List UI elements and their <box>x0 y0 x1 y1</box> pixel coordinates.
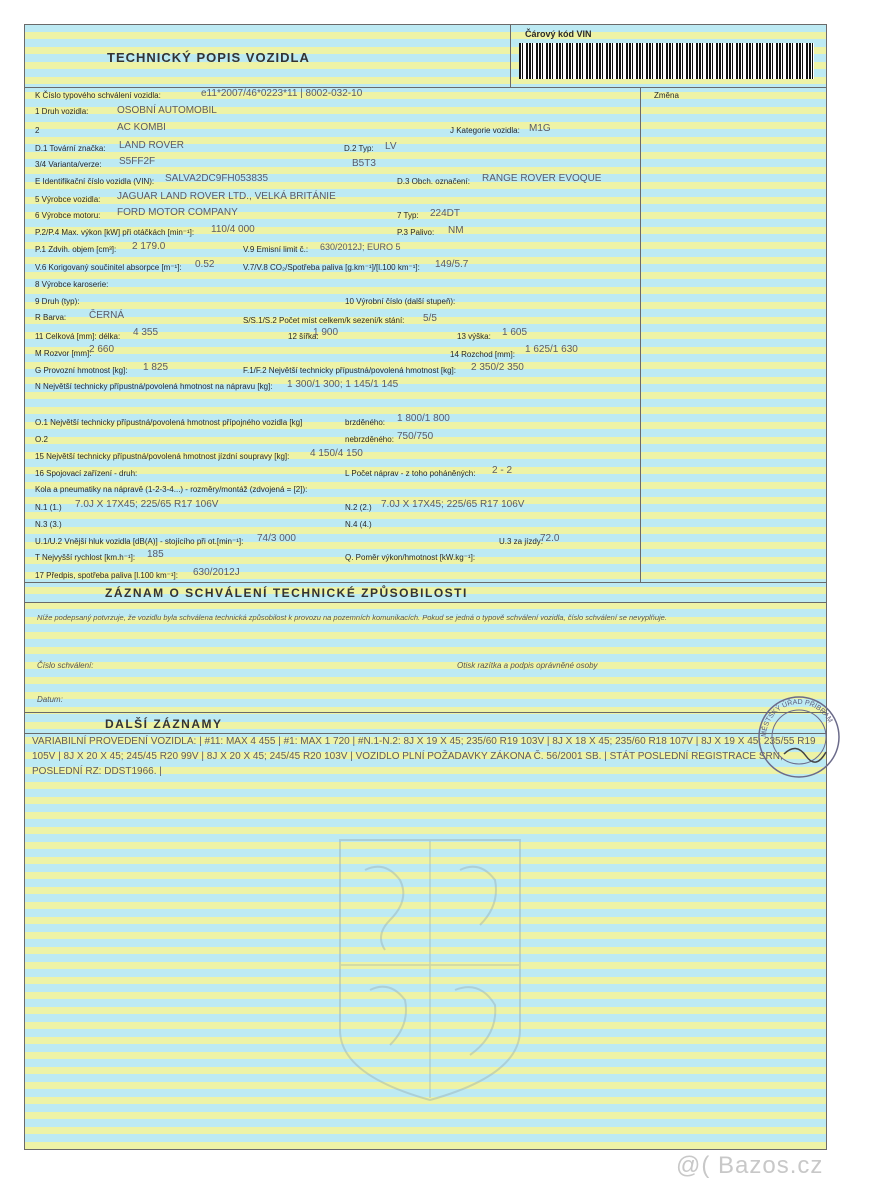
nebrzdeneho-value: 750/750 <box>397 431 434 442</box>
vyska-value: 1 605 <box>502 327 528 338</box>
n4-label: N.4 (4.) <box>345 520 372 529</box>
brzdeneho-label: brzděného: <box>345 418 386 427</box>
approval-divider <box>25 582 826 583</box>
o2-label: O.2 <box>35 435 48 444</box>
u3-label: U.3 za jízdy: <box>499 537 544 546</box>
sirka-label: 12 šířka: <box>288 332 319 341</box>
official-stamp <box>756 694 842 780</box>
mist-label: S/S.1/S.2 Počet míst celkem/k sezení/k stání: <box>243 316 405 325</box>
records-text: VARIABILNÍ PROVEDENÍ VOZIDLA: | #11: MAX 4 455 | #1: MAX 1 720 | #N.1-N.2: 8J X 19 X 45; 235/60 R19 103V | 8J X 18 X 45; 235/60 R18 107V | 8J X 19 X 45; 235/55 R19 105V | 8J X 20 X 45; 245/45 R20 99V | 8J X 20 X 45; 245/45 R20 103V | VOZIDLO PLNÍ POŽADAVKY ZÁKONA Č. 56/2001 SB. | STÁT POSLEDNÍ REGISTRACE SRN, POSLEDNÍ RZ: DDST1966. | <box>32 736 816 777</box>
delka-value: 4 355 <box>133 327 159 338</box>
motor-label: 6 Výrobce motoru: <box>35 211 101 220</box>
r17-value: 630/2012J <box>193 567 240 578</box>
d2-value: LV <box>385 141 397 152</box>
stamp-text: MĚSTSKÝ ÚŘAD PŘÍBRAM <box>760 698 834 738</box>
change-column-label: Změna <box>654 91 679 100</box>
r15-value: 4 150/4 150 <box>310 448 363 459</box>
f12-value: 2 350/2 350 <box>471 362 524 373</box>
vin-label: E Identifikační číslo vozidla (VIN): <box>35 177 155 186</box>
druh-value: OSOBNÍ AUTOMOBIL <box>117 105 217 116</box>
barva-label: R Barva: <box>35 313 67 322</box>
row2-value: AC KOMBI <box>117 122 166 133</box>
nebrzdeneho-label: nebrzděného: <box>345 435 394 444</box>
j-value: M1G <box>529 123 551 134</box>
records-title: DALŠÍ ZÁZNAMY <box>105 717 223 731</box>
bazos-watermark: @( Bazos.cz <box>676 1152 824 1179</box>
n1-value: 7.0J X 17X45; 225/65 R17 106V <box>75 499 219 510</box>
u12-value: 74/3 000 <box>257 533 296 544</box>
d34-label: 3/4 Varianta/verze: <box>35 160 102 169</box>
p3-value: NM <box>448 225 464 236</box>
n1-label: N.1 (1.) <box>35 503 62 512</box>
vyrobce-label: 5 Výrobce vozidla: <box>35 195 101 204</box>
change-column-divider <box>640 87 641 582</box>
delka-label: 11 Celková [mm]: délka: <box>35 332 121 341</box>
approval-date-label: Datum: <box>37 695 63 704</box>
druh-label: 1 Druh vozidla: <box>35 107 89 116</box>
q-label: Q. Poměr výkon/hmotnost [kW.kg⁻¹]: <box>345 553 476 562</box>
karoserie-label: 8 Výrobce karoserie: <box>35 280 109 289</box>
n2-label: N.2 (2.) <box>345 503 372 512</box>
typ7-label: 7 Typ: <box>397 211 419 220</box>
u3-value: 72.0 <box>540 533 560 544</box>
k-value: e11*2007/46*0223*11 | 8002-032-10 <box>201 88 363 99</box>
v78-label: V.7/V.8 CO₂/Spotřeba paliva [g.km⁻¹]/[l.100 km⁻¹]: <box>243 263 420 272</box>
rozchod-label: 14 Rozchod [mm]: <box>450 350 515 359</box>
approval-title-divider <box>25 602 826 603</box>
n-value: 1 300/1 300; 1 145/1 145 <box>287 379 399 390</box>
rozvor-value: 2 660 <box>89 344 115 355</box>
vin-barcode-label: Čárový kód VIN <box>525 29 592 39</box>
vin-barcode-box <box>510 25 827 87</box>
v9-label: V.9 Emisní limit č.: <box>243 245 309 254</box>
t-label: T Nejvyšší rychlost [km.h⁻¹]: <box>35 553 136 562</box>
k-label: K Číslo typového schválení vozidla: <box>35 91 161 100</box>
vyska-label: 13 výška: <box>457 332 491 341</box>
n2-value: 7.0J X 17X45; 225/65 R17 106V <box>381 499 525 510</box>
d1-value: LAND ROVER <box>119 140 185 151</box>
d2-label: D.2 Typ: <box>344 144 374 153</box>
d4-value: B5T3 <box>352 158 376 169</box>
p1-label: P.1 Zdvih. objem [cm³]: <box>35 245 117 254</box>
vehicle-technical-form <box>24 24 827 1150</box>
u12-label: U.1/U.2 Vnější hluk vozidla [dB(A)] - stojícího při ot.[min⁻¹]: <box>35 537 244 546</box>
rozchod-value: 1 625/1 630 <box>525 344 578 355</box>
vin-barcode <box>519 43 814 79</box>
v6-value: 0.52 <box>195 259 215 270</box>
vyrobce-value: JAGUAR LAND ROVER LTD., VELKÁ BRITÁNIE <box>117 191 336 202</box>
state-emblem-watermark <box>330 830 530 1105</box>
kola-label: Kola a pneumatiky na nápravě (1-2-3-4...) - rozměry/montáž (zdvojená = [2]): <box>35 485 308 494</box>
brzdeneho-value: 1 800/1 800 <box>397 413 450 424</box>
o1-label: O.1 Největší technicky přípustná/povolená hmotnost přípojného vozidla [kg] <box>35 418 303 427</box>
r17-label: 17 Předpis, spotřeba paliva [l.100 km⁻¹]: <box>35 571 178 580</box>
typ7-value: 224DT <box>430 208 461 219</box>
v78-value: 149/5.7 <box>435 259 469 270</box>
sirka-value: 1 900 <box>313 327 339 338</box>
vc10-label: 10 Výrobní číslo (další stupeň): <box>345 297 456 306</box>
p24-label: P.2/P.4 Max. výkon [kW] při otáčkách [min⁻¹]: <box>35 228 195 237</box>
approval-title: ZÁZNAM O SCHVÁLENÍ TECHNICKÉ ZPŮSOBILOSTI <box>105 586 468 600</box>
n3-label: N.3 (3.) <box>35 520 62 529</box>
j-label: J Kategorie vozidla: <box>450 126 520 135</box>
v9-value: 630/2012J; EURO 5 <box>320 242 401 252</box>
barva-value: ČERNÁ <box>89 310 125 321</box>
druh9-label: 9 Druh (typ): <box>35 297 80 306</box>
d1-label: D.1 Tovární značka: <box>35 144 106 153</box>
approval-text: Níže podepsaný potvrzuje, že vozidlu byla schválena technická způsobilost k provozu na pozemních komunikacích. Pokud se jedná o typově schválení vozidla, číslo schválení se nevyplňuje. <box>37 613 667 622</box>
l-label: L Počet náprav - z toho poháněných: <box>345 469 476 478</box>
p3-label: P.3 Palivo: <box>397 228 435 237</box>
p24-value: 110/4 000 <box>211 224 255 235</box>
row2-label: 2 <box>35 126 40 135</box>
motor-value: FORD MOTOR COMPANY <box>117 207 238 218</box>
l-value: 2 - 2 <box>492 465 513 476</box>
v6-label: V.6 Korigovaný součinitel absorpce [m⁻¹]: <box>35 263 182 272</box>
r16-label: 16 Spojovací zařízení - druh: <box>35 469 138 478</box>
g-label: G Provozní hmotnost [kg]: <box>35 366 128 375</box>
d3-value: S5FF2F <box>119 156 156 167</box>
mist-value: 5/5 <box>423 313 437 324</box>
p1-value: 2 179.0 <box>132 241 166 252</box>
vin-value: SALVA2DC9FH053835 <box>165 173 269 184</box>
f12-label: F.1/F.2 Největší technicky přípustná/povolená hmotnost [kg]: <box>243 366 456 375</box>
approval-number-label: Číslo schválení: <box>37 661 94 670</box>
rozvor-label: M Rozvor [mm]: <box>35 349 92 358</box>
n-label: N Největší technicky přípustná/povolená hmotnost na nápravu [kg]: <box>35 382 273 391</box>
g-value: 1 825 <box>143 362 169 373</box>
d3-obch-value: RANGE ROVER EVOQUE <box>482 173 602 184</box>
d3-obch-label: D.3 Obch. označení: <box>397 177 470 186</box>
records-divider <box>25 712 826 713</box>
stamp-signature-label: Otisk razítka a podpis oprávněné osoby <box>457 661 598 670</box>
header-divider <box>25 87 826 88</box>
t-value: 185 <box>147 549 164 560</box>
r15-label: 15 Největší technicky přípustná/povolená hmotnost jízdní soupravy [kg]: <box>35 452 290 461</box>
form-title: TECHNICKÝ POPIS VOZIDLA <box>107 50 310 65</box>
